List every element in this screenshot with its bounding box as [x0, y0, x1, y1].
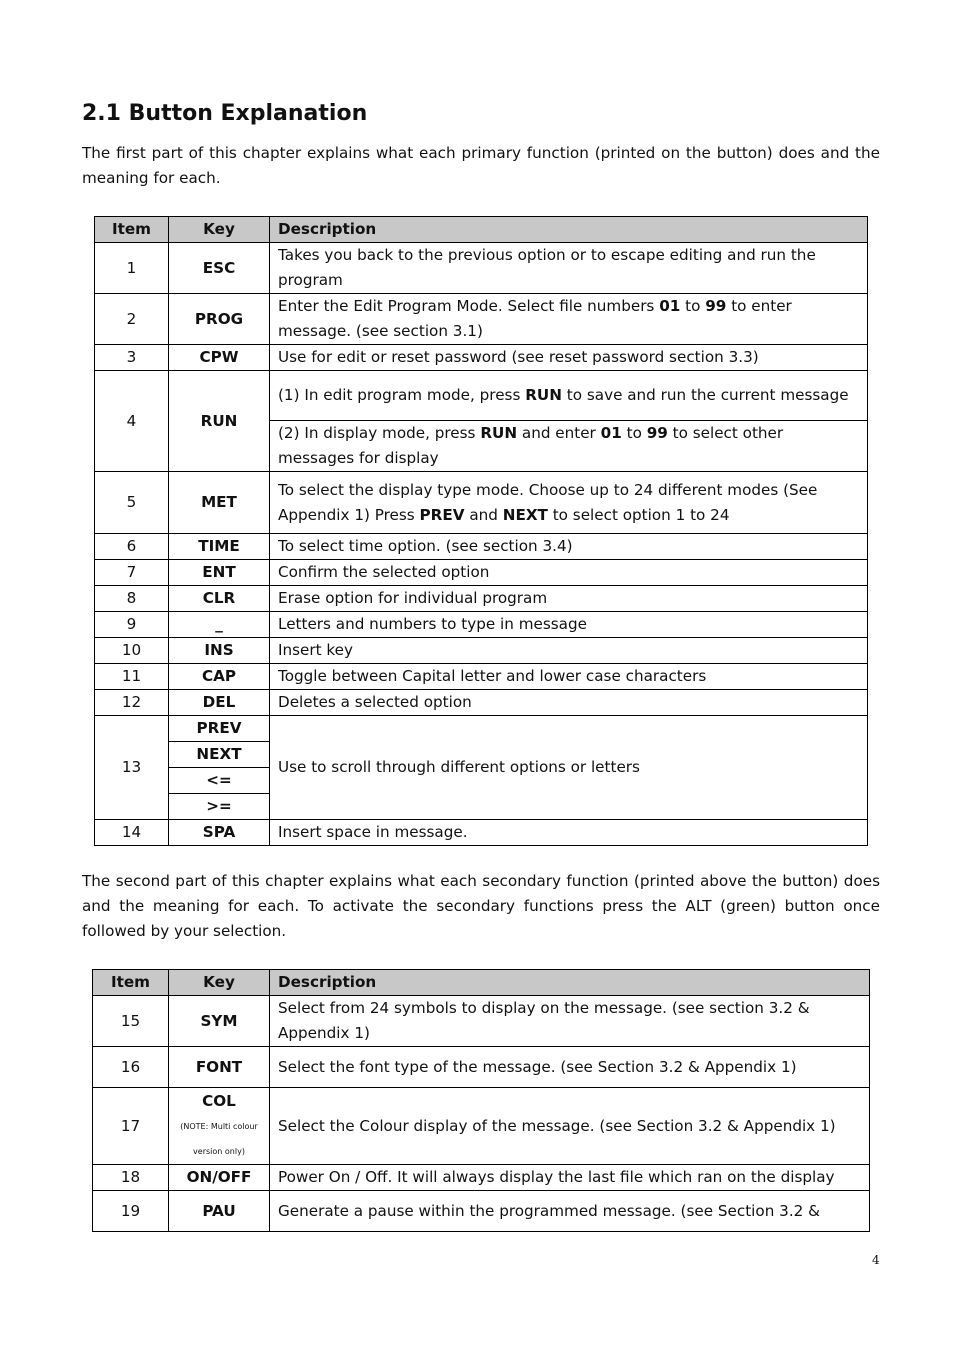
key-description	[270, 421, 868, 472]
key-description: Deletes a selected option	[270, 690, 868, 716]
intro-paragraph-primary: The first part of this chapter explains what each primary function (printed on the button) does and the meaning for each.	[82, 144, 880, 187]
item-number: 17	[93, 1088, 169, 1165]
desc-text: and enter	[517, 424, 601, 442]
key-description: Select from 24 symbols to display on the message. (see section 3.2 & Appendix 1)	[270, 996, 870, 1047]
table-header-row	[95, 217, 868, 243]
header-key: Key	[169, 970, 270, 996]
key-name	[169, 1088, 270, 1165]
header-item: Item	[93, 970, 169, 996]
table-row	[95, 690, 868, 716]
header-description: Description	[270, 217, 868, 243]
key-name: MET	[169, 472, 270, 534]
key-name: NEXT	[169, 742, 270, 768]
key-description	[270, 371, 868, 421]
item-number: 14	[95, 820, 169, 846]
item-number: 5	[95, 472, 169, 534]
table-row	[95, 638, 868, 664]
key-description: Toggle between Capital letter and lower case characters	[270, 664, 868, 690]
desc-text: to select option 1 to 24	[547, 505, 730, 524]
key-name: <=	[169, 768, 270, 794]
page-title: 2.1 Button Explanation	[82, 101, 368, 126]
desc-text: to	[621, 424, 647, 442]
item-number: 11	[95, 664, 169, 690]
desc-text: to select other messages for display	[278, 424, 784, 467]
item-number: 12	[95, 690, 169, 716]
header-item: Item	[95, 217, 169, 243]
key-note: version only)	[193, 1146, 245, 1156]
desc-text: (1) In edit program mode, press	[278, 386, 526, 404]
desc-text: and	[464, 505, 503, 524]
item-number: 3	[95, 345, 169, 371]
key-description: Letters and numbers to type in message	[270, 612, 868, 638]
item-number: 6	[95, 534, 169, 560]
item-number: 18	[93, 1165, 169, 1191]
item-number: 10	[95, 638, 169, 664]
key-name: CLR	[169, 586, 270, 612]
item-number: 8	[95, 586, 169, 612]
key-description: Use to scroll through different options or letters	[270, 716, 868, 820]
table-row	[93, 1165, 870, 1191]
table-row	[95, 243, 868, 294]
table-row	[95, 716, 868, 742]
desc-text: To select the display type mode. Choose up to 24 different modes (See Appendix 1) Press	[278, 480, 818, 524]
desc-bold: NEXT	[502, 505, 548, 524]
key-description: To select time option. (see section 3.4)	[270, 534, 868, 560]
item-number: 19	[93, 1191, 169, 1232]
item-number: 9	[95, 612, 169, 638]
table-row	[95, 534, 868, 560]
desc-text: to	[680, 297, 706, 315]
key-note: (NOTE: Multi colour	[180, 1121, 258, 1131]
intro-paragraph-secondary: The second part of this chapter explains what each secondary function (printed above the button) does and the meaning for each. To activate the secondary functions press the ALT (green) button once followed by your selection.	[82, 872, 880, 940]
desc-bold: 99	[705, 297, 727, 315]
item-number: 16	[93, 1047, 169, 1088]
primary-functions-table	[94, 216, 868, 846]
key-label: COL	[202, 1091, 236, 1110]
key-name: TIME	[169, 534, 270, 560]
key-description: Takes you back to the previous option or to escape editing and run the program	[270, 243, 868, 294]
key-description: Confirm the selected option	[270, 560, 868, 586]
key-name: SPA	[169, 820, 270, 846]
key-name: DEL	[169, 690, 270, 716]
item-number: 1	[95, 243, 169, 294]
key-name: PROG	[169, 294, 270, 345]
item-number: 7	[95, 560, 169, 586]
key-name: _	[169, 612, 270, 638]
key-description	[270, 472, 868, 534]
item-number: 2	[95, 294, 169, 345]
key-description: Insert key	[270, 638, 868, 664]
key-description: Insert space in message.	[270, 820, 868, 846]
desc-bold: RUN	[480, 424, 518, 442]
key-description: Erase option for individual program	[270, 586, 868, 612]
secondary-functions-table	[92, 969, 870, 1232]
key-description: Power On / Off. It will always display the last file which ran on the display	[270, 1165, 870, 1191]
key-name: FONT	[169, 1047, 270, 1088]
key-name: ON/OFF	[169, 1165, 270, 1191]
desc-bold: RUN	[525, 386, 562, 404]
key-name: CPW	[169, 345, 270, 371]
key-name: ESC	[169, 243, 270, 294]
header-description: Description	[270, 970, 870, 996]
desc-text: to enter message. (see section 3.1)	[278, 297, 792, 340]
table-row	[93, 996, 870, 1047]
page-number: 4	[872, 1253, 880, 1267]
table-row	[95, 294, 868, 345]
key-name: CAP	[169, 664, 270, 690]
desc-bold: PREV	[419, 505, 465, 524]
key-name: ENT	[169, 560, 270, 586]
table-row	[95, 664, 868, 690]
key-description: Use for edit or reset password (see reset password section 3.3)	[270, 345, 868, 371]
item-number: 4	[95, 371, 169, 472]
table-row	[93, 1191, 870, 1232]
table-row	[93, 1088, 870, 1165]
key-name: >=	[169, 794, 270, 820]
key-description: Select the font type of the message. (see Section 3.2 & Appendix 1)	[270, 1047, 870, 1088]
table-row	[95, 472, 868, 534]
table-row	[93, 1047, 870, 1088]
table-row	[95, 820, 868, 846]
key-name: SYM	[169, 996, 270, 1047]
table-row	[95, 560, 868, 586]
key-name: RUN	[169, 371, 270, 472]
header-key: Key	[169, 217, 270, 243]
table-row	[95, 345, 868, 371]
table-header-row	[93, 970, 870, 996]
item-number: 13	[95, 716, 169, 820]
desc-bold: 99	[646, 424, 668, 442]
table-row	[95, 586, 868, 612]
table-row	[95, 371, 868, 421]
desc-text: Enter the Edit Program Mode. Select file numbers	[278, 297, 660, 315]
desc-text: (2) In display mode, press	[278, 424, 481, 442]
item-number: 15	[93, 996, 169, 1047]
key-name: PREV	[169, 716, 270, 742]
desc-bold: 01	[600, 424, 622, 442]
desc-text: to save and run the current message	[561, 386, 849, 404]
desc-bold: 01	[659, 297, 681, 315]
key-name: PAU	[169, 1191, 270, 1232]
key-name: INS	[169, 638, 270, 664]
key-description	[270, 294, 868, 345]
key-description: Select the Colour display of the message. (see Section 3.2 & Appendix 1)	[270, 1088, 870, 1165]
key-description: Generate a pause within the programmed message. (see Section 3.2 &	[270, 1191, 870, 1232]
table-row	[95, 612, 868, 638]
